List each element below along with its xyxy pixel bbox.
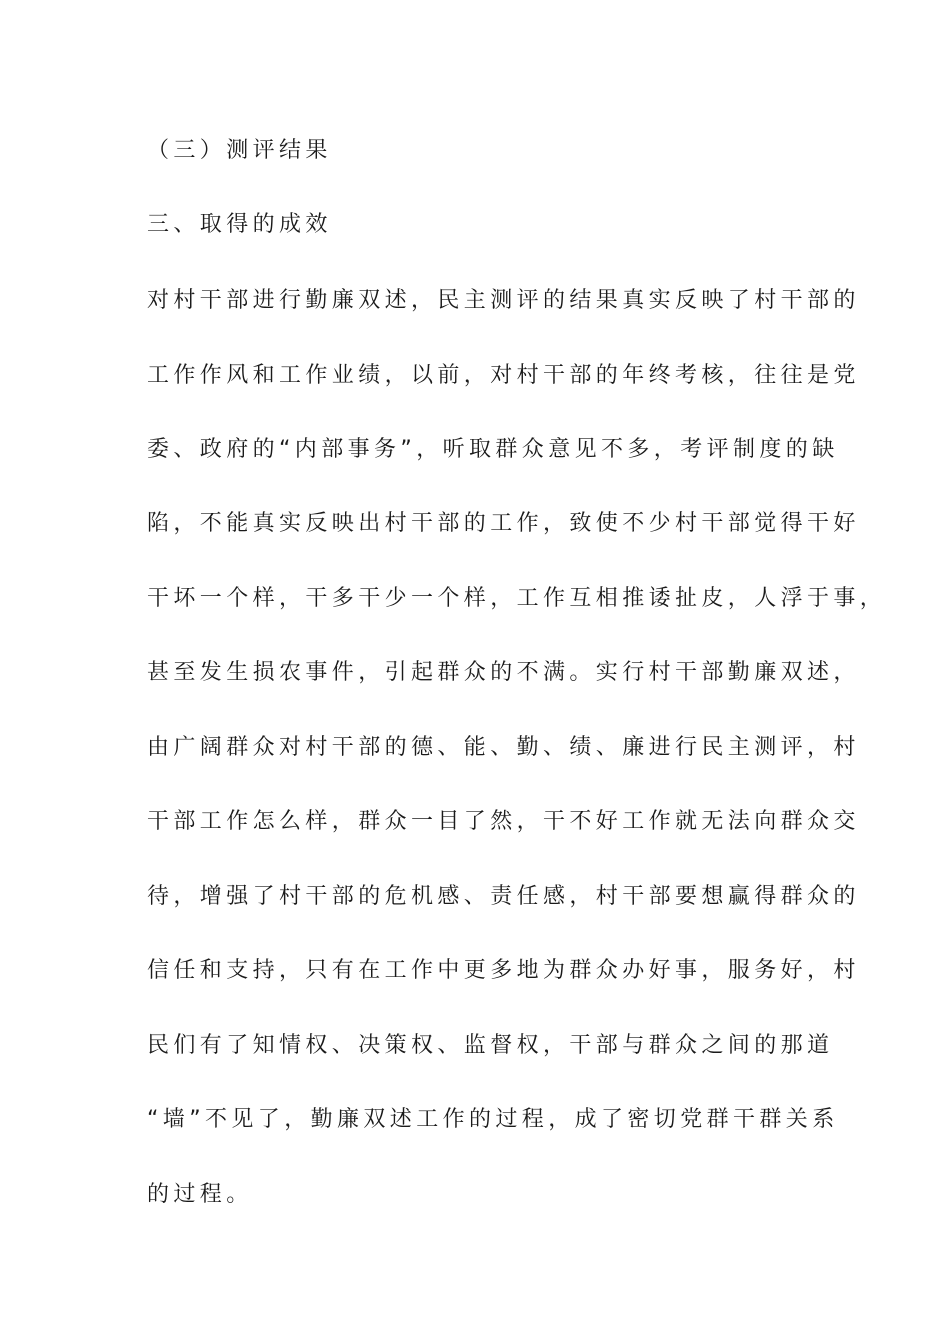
paragraph-line: 对村干部进行勤廉双述，民主测评的结果真实反映了村干部的 [147, 288, 860, 313]
paragraph-line: 陷，不能真实反映出村干部的工作，致使不少村干部觉得干好 [147, 511, 860, 536]
paragraph-line: 的过程。 [147, 1182, 253, 1207]
paragraph-line: 民们有了知情权、决策权、监督权，干部与群众之间的那道 [147, 1033, 834, 1058]
paragraph-line: 干坏一个样，干多干少一个样，工作互相推诿扯皮，人浮于事， [147, 586, 887, 611]
paragraph-line: “墙”不见了，勤廉双述工作的过程，成了密切党群干群关系 [147, 1107, 839, 1132]
paragraph-line: 信任和支持，只有在工作中更多地为群众办好事，服务好，村 [147, 958, 860, 983]
section-heading: 三、取得的成效 [147, 212, 332, 237]
paragraph-line: 委、政府的“内部事务”，听取群众意见不多，考评制度的缺 [147, 437, 839, 462]
subsection-heading: （三）测评结果 [147, 138, 332, 163]
paragraph-line: 工作作风和工作业绩，以前，对村干部的年终考核，往往是党 [147, 363, 860, 388]
paragraph-line: 待，增强了村干部的危机感、责任感，村干部要想赢得群众的 [147, 884, 860, 909]
paragraph-line: 甚至发生损农事件，引起群众的不满。实行村干部勤廉双述， [147, 660, 860, 685]
paragraph-line: 由广阔群众对村干部的德、能、勤、绩、廉进行民主测评，村 [147, 735, 860, 760]
paragraph-line: 干部工作怎么样，群众一目了然，干不好工作就无法向群众交 [147, 809, 860, 834]
